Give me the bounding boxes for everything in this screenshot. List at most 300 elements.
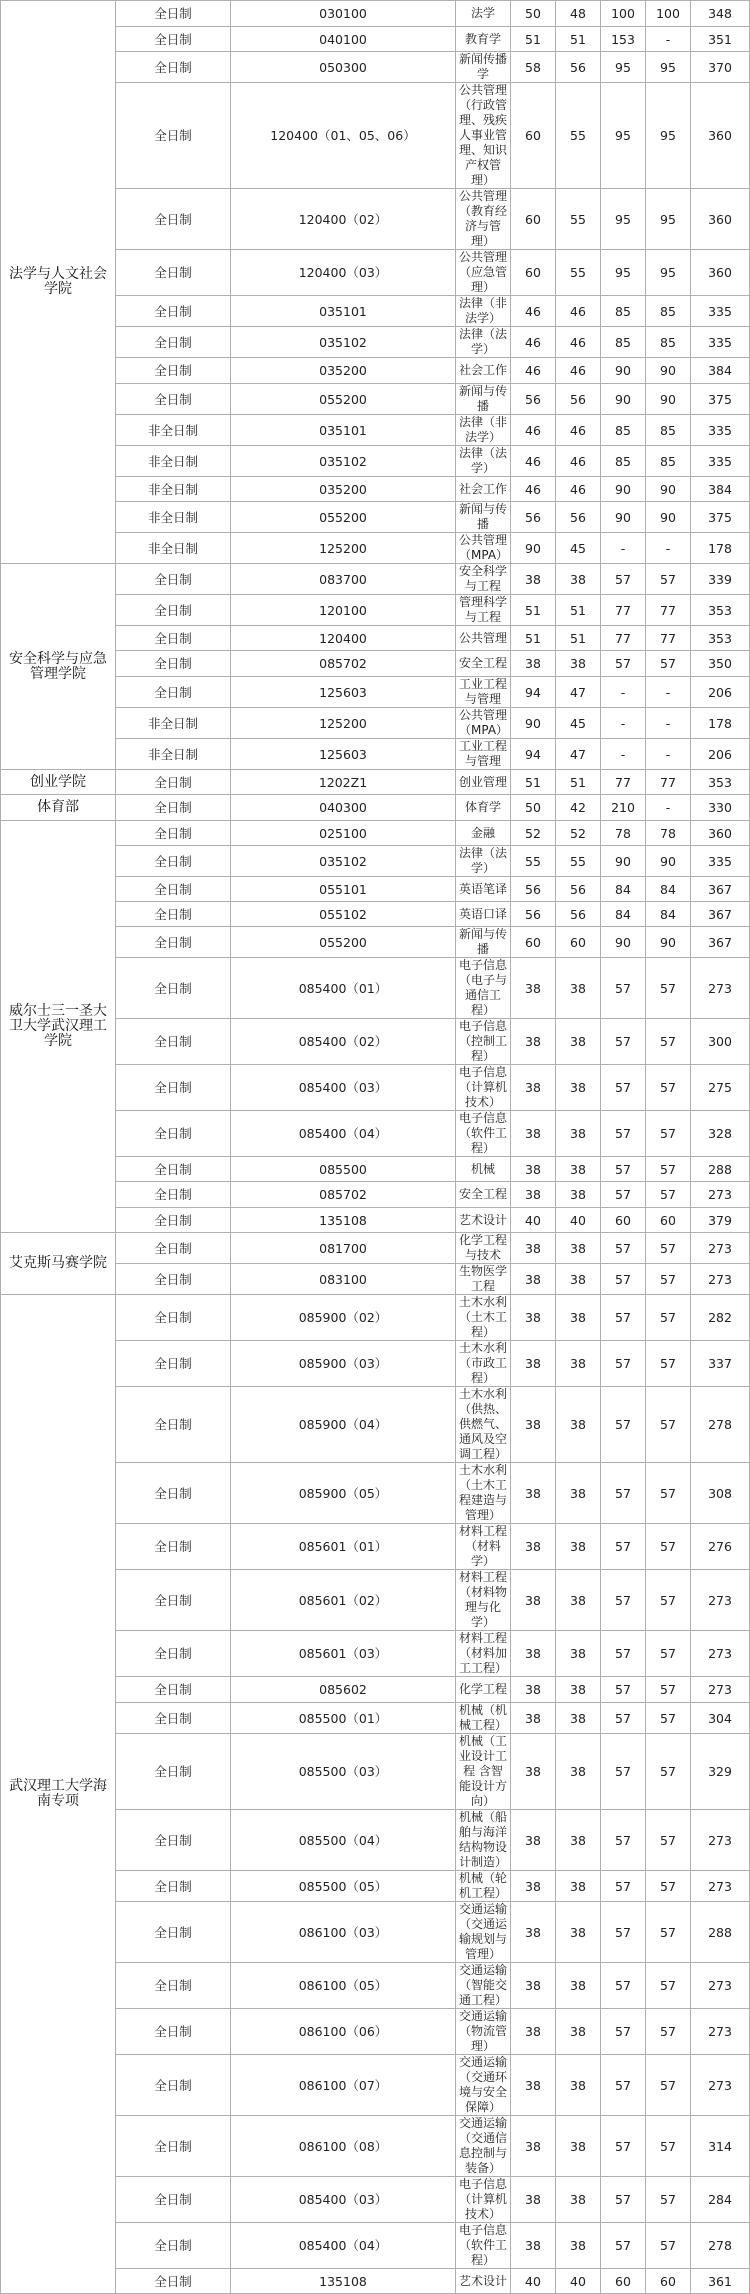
subject2-score-cell: 57: [646, 1182, 691, 1208]
major-code-cell: 085400（04）: [231, 2223, 456, 2269]
subject2-score-cell: 57: [646, 1703, 691, 1734]
study-mode-cell: 全日制: [116, 1871, 231, 1902]
major-name-cell: 法律（非法学）: [456, 296, 511, 327]
subject1-score-cell: 57: [601, 2177, 646, 2223]
subject2-score-cell: 57: [646, 1264, 691, 1295]
politics-score-cell: 38: [556, 1570, 601, 1631]
subject2-score-cell: 57: [646, 1677, 691, 1703]
total-score-cell: 38: [511, 1677, 556, 1703]
college-name-cell: 创业学院: [1, 770, 116, 795]
subject2-score-cell: 85: [646, 327, 691, 358]
min-score-cell: 335: [691, 446, 750, 477]
major-name-cell: 英语笔译: [456, 877, 511, 902]
major-name-cell: 艺术设计: [456, 1208, 511, 1233]
subject2-score-cell: 57: [646, 2116, 691, 2177]
major-code-cell: 125200: [231, 533, 456, 564]
major-name-cell: 土木水利（供热、供燃气、通风及空调工程）: [456, 1387, 511, 1463]
study-mode-cell: 全日制: [116, 2116, 231, 2177]
min-score-cell: 300: [691, 1019, 750, 1065]
subject2-score-cell: 84: [646, 877, 691, 902]
major-code-cell: 035102: [231, 846, 456, 877]
subject1-score-cell: 57: [601, 1963, 646, 2009]
major-name-cell: 机械（机械工程）: [456, 1703, 511, 1734]
min-score-cell: 314: [691, 2116, 750, 2177]
study-mode-cell: 非全日制: [116, 415, 231, 446]
min-score-cell: 329: [691, 1734, 750, 1810]
politics-score-cell: 38: [556, 1157, 601, 1182]
study-mode-cell: 全日制: [116, 1157, 231, 1182]
subject1-score-cell: 57: [601, 1902, 646, 1963]
major-code-cell: 085400（02）: [231, 1019, 456, 1065]
major-code-cell: 085601（03）: [231, 1631, 456, 1677]
major-name-cell: 教育学: [456, 27, 511, 52]
total-score-cell: 90: [511, 708, 556, 739]
major-code-cell: 085900（02）: [231, 1295, 456, 1341]
major-name-cell: 土木水利（土木工程建造与管理）: [456, 1463, 511, 1524]
major-code-cell: 120400（01、05、06）: [231, 83, 456, 189]
major-code-cell: 081700: [231, 1233, 456, 1264]
subject2-score-cell: 84: [646, 902, 691, 927]
politics-score-cell: 38: [556, 958, 601, 1019]
subject2-score-cell: 90: [646, 477, 691, 502]
major-code-cell: 035200: [231, 358, 456, 384]
major-code-cell: 120400（02）: [231, 189, 456, 250]
major-code-cell: 086100（06）: [231, 2009, 456, 2055]
min-score-cell: 273: [691, 2055, 750, 2116]
study-mode-cell: 全日制: [116, 52, 231, 83]
study-mode-cell: 全日制: [116, 795, 231, 821]
politics-score-cell: 46: [556, 415, 601, 446]
major-code-cell: 055200: [231, 384, 456, 415]
politics-score-cell: 60: [556, 927, 601, 958]
politics-score-cell: 52: [556, 821, 601, 846]
total-score-cell: 38: [511, 958, 556, 1019]
politics-score-cell: 55: [556, 250, 601, 296]
politics-score-cell: 38: [556, 1111, 601, 1157]
major-name-cell: 新闻与传播: [456, 927, 511, 958]
politics-score-cell: 40: [556, 1208, 601, 1233]
table-body: [1, 1, 750, 2294]
major-name-cell: 材料工程（材料物理与化学）: [456, 1570, 511, 1631]
study-mode-cell: 全日制: [116, 651, 231, 677]
major-code-cell: 135108: [231, 1208, 456, 1233]
table-row: [1, 564, 750, 595]
min-score-cell: 276: [691, 1524, 750, 1570]
major-name-cell: 社会工作: [456, 477, 511, 502]
study-mode-cell: 全日制: [116, 1341, 231, 1387]
politics-score-cell: 48: [556, 1, 601, 27]
major-code-cell: 085602: [231, 1677, 456, 1703]
total-score-cell: 58: [511, 52, 556, 83]
total-score-cell: 56: [511, 502, 556, 533]
major-name-cell: 化学工程: [456, 1677, 511, 1703]
study-mode-cell: 全日制: [116, 1387, 231, 1463]
study-mode-cell: 非全日制: [116, 708, 231, 739]
major-code-cell: 083700: [231, 564, 456, 595]
total-score-cell: 38: [511, 651, 556, 677]
subject1-score-cell: 57: [601, 1295, 646, 1341]
major-code-cell: 120100: [231, 595, 456, 626]
politics-score-cell: 55: [556, 846, 601, 877]
min-score-cell: 375: [691, 502, 750, 533]
min-score-cell: 206: [691, 677, 750, 708]
major-name-cell: 交通运输（物流管理）: [456, 2009, 511, 2055]
study-mode-cell: 全日制: [116, 1810, 231, 1871]
total-score-cell: 38: [511, 1341, 556, 1387]
major-code-cell: 085601（02）: [231, 1570, 456, 1631]
study-mode-cell: 全日制: [116, 1295, 231, 1341]
college-name-cell: 法学与人文社会学院: [1, 1, 116, 564]
major-name-cell: 体育学: [456, 795, 511, 821]
major-code-cell: 055101: [231, 877, 456, 902]
politics-score-cell: 38: [556, 2055, 601, 2116]
politics-score-cell: 38: [556, 1902, 601, 1963]
total-score-cell: 38: [511, 1157, 556, 1182]
major-code-cell: 120400（03）: [231, 250, 456, 296]
subject2-score-cell: 77: [646, 626, 691, 651]
politics-score-cell: 56: [556, 502, 601, 533]
politics-score-cell: 46: [556, 358, 601, 384]
subject2-score-cell: 90: [646, 846, 691, 877]
min-score-cell: 273: [691, 958, 750, 1019]
politics-score-cell: 38: [556, 1734, 601, 1810]
min-score-cell: 384: [691, 477, 750, 502]
subject1-score-cell: 95: [601, 83, 646, 189]
total-score-cell: 38: [511, 1703, 556, 1734]
min-score-cell: 330: [691, 795, 750, 821]
major-code-cell: 055200: [231, 502, 456, 533]
major-name-cell: 管理科学与工程: [456, 595, 511, 626]
major-code-cell: 085500（03）: [231, 1734, 456, 1810]
subject2-score-cell: 60: [646, 1208, 691, 1233]
subject1-score-cell: 57: [601, 2223, 646, 2269]
major-name-cell: 工业工程与管理: [456, 739, 511, 770]
total-score-cell: 38: [511, 1387, 556, 1463]
major-code-cell: 085601（01）: [231, 1524, 456, 1570]
major-code-cell: 085702: [231, 1182, 456, 1208]
min-score-cell: 337: [691, 1341, 750, 1387]
min-score-cell: 278: [691, 1387, 750, 1463]
subject1-score-cell: -: [601, 708, 646, 739]
subject1-score-cell: 85: [601, 327, 646, 358]
study-mode-cell: 全日制: [116, 1111, 231, 1157]
subject1-score-cell: 57: [601, 1677, 646, 1703]
major-code-cell: 035102: [231, 446, 456, 477]
politics-score-cell: 38: [556, 1341, 601, 1387]
subject2-score-cell: 57: [646, 564, 691, 595]
min-score-cell: 350: [691, 651, 750, 677]
study-mode-cell: 全日制: [116, 1734, 231, 1810]
subject1-score-cell: 77: [601, 595, 646, 626]
subject2-score-cell: 57: [646, 958, 691, 1019]
study-mode-cell: 全日制: [116, 770, 231, 795]
subject2-score-cell: 57: [646, 2177, 691, 2223]
major-name-cell: 材料工程（材料学）: [456, 1524, 511, 1570]
total-score-cell: 46: [511, 477, 556, 502]
subject1-score-cell: 60: [601, 2269, 646, 2294]
major-code-cell: 040100: [231, 27, 456, 52]
major-name-cell: 公共管理: [456, 626, 511, 651]
major-name-cell: 土木水利（土木工程）: [456, 1295, 511, 1341]
total-score-cell: 56: [511, 384, 556, 415]
total-score-cell: 38: [511, 1810, 556, 1871]
politics-score-cell: 38: [556, 1963, 601, 2009]
study-mode-cell: 非全日制: [116, 477, 231, 502]
major-name-cell: 公共管理（MPA）: [456, 533, 511, 564]
politics-score-cell: 56: [556, 902, 601, 927]
major-name-cell: 创业管理: [456, 770, 511, 795]
major-name-cell: 交通运输（智能交通工程）: [456, 1963, 511, 2009]
total-score-cell: 40: [511, 1208, 556, 1233]
major-name-cell: 法律（法学）: [456, 327, 511, 358]
major-code-cell: 085900（04）: [231, 1387, 456, 1463]
min-score-cell: 367: [691, 927, 750, 958]
total-score-cell: 60: [511, 927, 556, 958]
total-score-cell: 38: [511, 1963, 556, 2009]
major-code-cell: 085400（03）: [231, 2177, 456, 2223]
politics-score-cell: 38: [556, 1703, 601, 1734]
politics-score-cell: 56: [556, 52, 601, 83]
subject2-score-cell: -: [646, 739, 691, 770]
subject1-score-cell: 57: [601, 1631, 646, 1677]
min-score-cell: 273: [691, 1810, 750, 1871]
major-code-cell: 055200: [231, 927, 456, 958]
politics-score-cell: 38: [556, 564, 601, 595]
major-code-cell: 040300: [231, 795, 456, 821]
subject2-score-cell: 57: [646, 2223, 691, 2269]
min-score-cell: 273: [691, 1264, 750, 1295]
subject1-score-cell: -: [601, 739, 646, 770]
subject2-score-cell: -: [646, 533, 691, 564]
major-code-cell: 125603: [231, 739, 456, 770]
subject2-score-cell: 90: [646, 927, 691, 958]
politics-score-cell: 51: [556, 27, 601, 52]
min-score-cell: 206: [691, 739, 750, 770]
subject1-score-cell: 57: [601, 1524, 646, 1570]
subject2-score-cell: 60: [646, 2269, 691, 2294]
subject2-score-cell: 90: [646, 502, 691, 533]
study-mode-cell: 全日制: [116, 958, 231, 1019]
total-score-cell: 55: [511, 846, 556, 877]
subject2-score-cell: 85: [646, 446, 691, 477]
study-mode-cell: 全日制: [116, 2177, 231, 2223]
politics-score-cell: 46: [556, 296, 601, 327]
subject1-score-cell: 57: [601, 651, 646, 677]
major-name-cell: 交通运输（交通环境与安全保障）: [456, 2055, 511, 2116]
min-score-cell: 273: [691, 1871, 750, 1902]
major-name-cell: 新闻传播学: [456, 52, 511, 83]
min-score-cell: 351: [691, 27, 750, 52]
major-name-cell: 金融: [456, 821, 511, 846]
total-score-cell: 46: [511, 296, 556, 327]
subject1-score-cell: 77: [601, 626, 646, 651]
subject1-score-cell: 84: [601, 902, 646, 927]
min-score-cell: 360: [691, 83, 750, 189]
subject2-score-cell: 95: [646, 52, 691, 83]
min-score-cell: 273: [691, 1631, 750, 1677]
subject1-score-cell: 100: [601, 1, 646, 27]
min-score-cell: 360: [691, 189, 750, 250]
politics-score-cell: 38: [556, 1524, 601, 1570]
politics-score-cell: 38: [556, 1387, 601, 1463]
study-mode-cell: 非全日制: [116, 446, 231, 477]
major-name-cell: 新闻与传播: [456, 502, 511, 533]
study-mode-cell: 全日制: [116, 877, 231, 902]
politics-score-cell: 47: [556, 677, 601, 708]
subject2-score-cell: 100: [646, 1, 691, 27]
major-code-cell: 035200: [231, 477, 456, 502]
major-code-cell: 035101: [231, 415, 456, 446]
min-score-cell: 353: [691, 770, 750, 795]
subject2-score-cell: 57: [646, 1524, 691, 1570]
min-score-cell: 360: [691, 250, 750, 296]
subject1-score-cell: 90: [601, 477, 646, 502]
subject2-score-cell: 90: [646, 384, 691, 415]
min-score-cell: 273: [691, 1182, 750, 1208]
subject1-score-cell: 57: [601, 1065, 646, 1111]
major-name-cell: 工业工程与管理: [456, 677, 511, 708]
major-name-cell: 法律（法学）: [456, 846, 511, 877]
total-score-cell: 46: [511, 327, 556, 358]
major-code-cell: 085900（03）: [231, 1341, 456, 1387]
total-score-cell: 38: [511, 2009, 556, 2055]
total-score-cell: 51: [511, 626, 556, 651]
total-score-cell: 38: [511, 2116, 556, 2177]
subject1-score-cell: 85: [601, 415, 646, 446]
subject1-score-cell: 90: [601, 846, 646, 877]
subject1-score-cell: 78: [601, 821, 646, 846]
major-code-cell: 085500（01）: [231, 1703, 456, 1734]
total-score-cell: 94: [511, 677, 556, 708]
min-score-cell: 273: [691, 1677, 750, 1703]
major-code-cell: 085500（04）: [231, 1810, 456, 1871]
table-row: [1, 795, 750, 821]
total-score-cell: 46: [511, 415, 556, 446]
subject1-score-cell: 85: [601, 446, 646, 477]
major-name-cell: 土木水利（市政工程）: [456, 1341, 511, 1387]
min-score-cell: 288: [691, 1157, 750, 1182]
major-code-cell: 135108: [231, 2269, 456, 2294]
major-code-cell: 050300: [231, 52, 456, 83]
politics-score-cell: 55: [556, 83, 601, 189]
politics-score-cell: 45: [556, 533, 601, 564]
major-name-cell: 法律（法学）: [456, 446, 511, 477]
politics-score-cell: 45: [556, 708, 601, 739]
subject2-score-cell: 57: [646, 1387, 691, 1463]
major-name-cell: 公共管理（应急管理）: [456, 250, 511, 296]
subject1-score-cell: 90: [601, 358, 646, 384]
politics-score-cell: 38: [556, 1295, 601, 1341]
study-mode-cell: 全日制: [116, 1208, 231, 1233]
major-code-cell: 086100（07）: [231, 2055, 456, 2116]
major-name-cell: 法学: [456, 1, 511, 27]
subject1-score-cell: 57: [601, 1111, 646, 1157]
politics-score-cell: 46: [556, 327, 601, 358]
study-mode-cell: 全日制: [116, 384, 231, 415]
subject1-score-cell: 57: [601, 2116, 646, 2177]
total-score-cell: 56: [511, 877, 556, 902]
min-score-cell: 361: [691, 2269, 750, 2294]
major-name-cell: 艺术设计: [456, 2269, 511, 2294]
subject2-score-cell: 77: [646, 595, 691, 626]
politics-score-cell: 38: [556, 1631, 601, 1677]
subject1-score-cell: 57: [601, 1387, 646, 1463]
study-mode-cell: 非全日制: [116, 533, 231, 564]
total-score-cell: 38: [511, 1019, 556, 1065]
politics-score-cell: 51: [556, 626, 601, 651]
major-code-cell: 025100: [231, 821, 456, 846]
major-name-cell: 公共管理（行政管理、残疾人事业管理、知识产权管理）: [456, 83, 511, 189]
politics-score-cell: 38: [556, 1182, 601, 1208]
min-score-cell: 367: [691, 902, 750, 927]
total-score-cell: 38: [511, 564, 556, 595]
subject1-score-cell: 57: [601, 1157, 646, 1182]
subject2-score-cell: 57: [646, 1295, 691, 1341]
study-mode-cell: 非全日制: [116, 502, 231, 533]
study-mode-cell: 全日制: [116, 2009, 231, 2055]
min-score-cell: 335: [691, 415, 750, 446]
study-mode-cell: 全日制: [116, 1233, 231, 1264]
subject1-score-cell: 210: [601, 795, 646, 821]
study-mode-cell: 全日制: [116, 1677, 231, 1703]
politics-score-cell: 38: [556, 1871, 601, 1902]
study-mode-cell: 全日制: [116, 902, 231, 927]
study-mode-cell: 全日制: [116, 2223, 231, 2269]
major-code-cell: 035102: [231, 327, 456, 358]
total-score-cell: 38: [511, 2055, 556, 2116]
major-name-cell: 机械: [456, 1157, 511, 1182]
major-code-cell: 055102: [231, 902, 456, 927]
total-score-cell: 46: [511, 358, 556, 384]
min-score-cell: 275: [691, 1065, 750, 1111]
subject2-score-cell: -: [646, 677, 691, 708]
politics-score-cell: 38: [556, 2223, 601, 2269]
subject2-score-cell: 78: [646, 821, 691, 846]
politics-score-cell: 40: [556, 2269, 601, 2294]
subject1-score-cell: 57: [601, 1734, 646, 1810]
total-score-cell: 60: [511, 250, 556, 296]
total-score-cell: 38: [511, 1902, 556, 1963]
study-mode-cell: 全日制: [116, 189, 231, 250]
total-score-cell: 38: [511, 2177, 556, 2223]
total-score-cell: 38: [511, 1871, 556, 1902]
major-code-cell: 085702: [231, 651, 456, 677]
subject1-score-cell: 57: [601, 1871, 646, 1902]
subject1-score-cell: 57: [601, 1463, 646, 1524]
min-score-cell: 273: [691, 1233, 750, 1264]
min-score-cell: 273: [691, 1963, 750, 2009]
total-score-cell: 38: [511, 1111, 556, 1157]
min-score-cell: 273: [691, 2009, 750, 2055]
major-name-cell: 电子信息（计算机技术）: [456, 1065, 511, 1111]
subject1-score-cell: 90: [601, 384, 646, 415]
college-name-cell: 武汉理工大学海南专项: [1, 1295, 116, 2294]
subject1-score-cell: 153: [601, 27, 646, 52]
min-score-cell: 278: [691, 2223, 750, 2269]
college-name-cell: 体育部: [1, 795, 116, 821]
subject1-score-cell: -: [601, 677, 646, 708]
subject2-score-cell: 85: [646, 296, 691, 327]
min-score-cell: 360: [691, 821, 750, 846]
study-mode-cell: 全日制: [116, 1264, 231, 1295]
study-mode-cell: 全日制: [116, 83, 231, 189]
total-score-cell: 38: [511, 1233, 556, 1264]
study-mode-cell: 全日制: [116, 1963, 231, 2009]
total-score-cell: 60: [511, 189, 556, 250]
subject2-score-cell: 57: [646, 1341, 691, 1387]
min-score-cell: 353: [691, 595, 750, 626]
subject1-score-cell: 60: [601, 1208, 646, 1233]
